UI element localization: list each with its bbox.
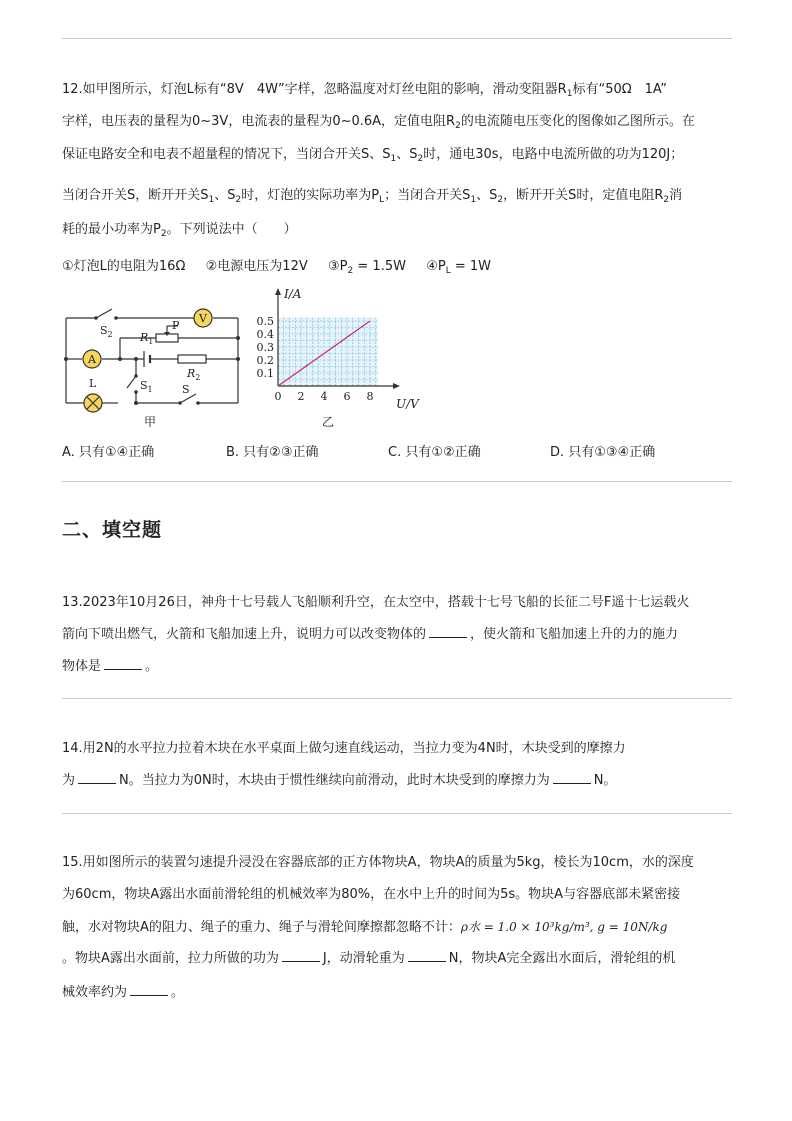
option-d[interactable]: D. 只有①③④正确 xyxy=(550,445,656,460)
statement-1: ①灯泡L的电阻为16Ω xyxy=(62,259,186,274)
resistor-r2-label: $R_2$ xyxy=(187,367,201,382)
q12-line-1: 12.如甲图所示，灯泡L标有“8V 4W”字样，忽略温度对灯丝电阻的影响，滑动变阻器$R_1$标有“50Ω 1A” xyxy=(62,82,667,99)
q14-line-2: 为 N。当拉力为0N时，木块由于惯性继续向前滑动，此时木块受到的摩擦力为 N。 xyxy=(62,773,617,788)
q14-blank-2[interactable] xyxy=(553,773,591,784)
graph-caption: 乙 xyxy=(321,415,335,429)
q13-blank-2[interactable] xyxy=(104,659,142,670)
q13-line-1: 13.2023年10月26日，神舟十七号载人飞船顺利升空，在太空中，搭载十七号飞船的长征二号F遥十七运载火 xyxy=(62,595,690,610)
x-axis-label: U/V xyxy=(396,397,419,411)
x-axis-arrow xyxy=(393,383,400,389)
x-tick-label: 8 xyxy=(366,390,374,403)
q12-statements xyxy=(62,259,491,279)
q15-line-2: 为60cm，物块A露出水面前滑轮组的机械效率为80%，在水中上升的时间为5s。物块A与容器底部未紧密接 xyxy=(62,887,681,902)
q13-line-2: 箭向下喷出燃气，火箭和飞船加速上升，说明力可以改变物体的 ，使火箭和飞船加速上升的力的施力 xyxy=(62,627,679,642)
statement-2: ②电源电压为12V xyxy=(205,259,308,274)
q12-line-2: 字样，电压表的量程为0~3V，电流表的量程为0~0.6A，定值电阻$R_2$的电流随电压变化的图像如乙图所示。在 xyxy=(62,114,695,131)
option-c[interactable]: C. 只有①②正确 xyxy=(388,445,481,460)
q14-line-1: 14.用2N的水平拉力拉着木块在水平桌面上做匀速直线运动，当拉力变为4N时，木块受到的摩擦力 xyxy=(62,741,626,756)
switch-s-label: S xyxy=(182,383,190,396)
resistor-r1-label: $R_1$ xyxy=(140,331,154,346)
switch-s1-label: $S_1$ xyxy=(140,379,153,394)
resistor-r2 xyxy=(178,355,206,363)
q13-line-3: 物体是 。 xyxy=(62,659,159,674)
y-tick-label: 0.1 xyxy=(256,367,274,380)
option-a[interactable]: A. 只有①④正确 xyxy=(62,445,155,460)
q15-blank-2[interactable] xyxy=(408,951,446,962)
y-tick-label: 0.4 xyxy=(256,328,274,341)
q13-blank-1[interactable] xyxy=(429,627,467,638)
x-tick-label: 0 xyxy=(274,390,282,403)
q15-line-1: 15.用如图所示的装置匀速提升浸没在容器底部的正方体物块A，物块A的质量为5kg，棱长为10cm，水的深度 xyxy=(62,855,694,870)
i-u-graph xyxy=(254,282,426,432)
option-b[interactable]: B. 只有②③正确 xyxy=(226,445,319,460)
x-tick-label: 4 xyxy=(320,390,328,403)
q12-line-3: 保证电路安全和电表不超量程的情况下，当闭合开关S、$S_1$、$S_2$时，通电30s，电路中电流所做的功为120J； xyxy=(62,147,684,164)
circuit-diagram xyxy=(60,296,250,428)
section-title: 二、填空题 xyxy=(62,519,163,541)
switch-s2-label: $S_2$ xyxy=(100,324,113,339)
q15-blank-1[interactable] xyxy=(282,951,320,962)
q15-blank-3[interactable] xyxy=(130,985,168,996)
y-tick-label: 0.3 xyxy=(256,341,274,354)
q12-line-5: 耗的最小功率为$P_2$。下列说法中（ ） xyxy=(62,222,297,239)
y-axis-arrow xyxy=(275,288,281,295)
q15-line-3: 触，水对物块A的阻力、绳子的重力、绳子与滑轮间摩擦都忽略不计：ρ水 = 1.0 × 10³kg/m³, g = 10N/kg xyxy=(62,920,668,935)
divider-after-q14 xyxy=(62,813,732,814)
x-tick-label: 2 xyxy=(297,390,305,403)
y-tick-label: 0.5 xyxy=(256,315,274,328)
voltmeter-label: V xyxy=(199,312,207,325)
ammeter-label: A xyxy=(88,353,96,366)
slider-p-label: P xyxy=(172,319,180,332)
statement-4: $④P_L = 1W$ xyxy=(426,259,492,276)
divider-after-q12 xyxy=(62,481,732,482)
circuit-caption: 甲 xyxy=(143,415,157,428)
q15-line-4: 。物块A露出水面前，拉力所做的功为 J，动滑轮重为 N，物块A完全露出水面后，滑轮组的机 xyxy=(62,951,676,966)
lamp-label: L xyxy=(89,377,97,390)
statement-3: $③P_2 = 1.5W$ xyxy=(328,259,406,276)
y-tick-label: 0.2 xyxy=(256,354,274,367)
divider-after-q13 xyxy=(62,698,732,699)
q15-line-5: 械效率约为 。 xyxy=(62,985,185,1000)
q15-formula: ρ水 = 1.0 × 10³kg/m³, g = 10N/kg xyxy=(460,920,668,934)
q12-line-4: 当闭合开关S，断开开关$S_1$、$S_2$时，灯泡的实际功率为$P_L$；当闭合开关$S_1$、$S_2$，断开开关S时，定值电阻$R_2$消 xyxy=(62,188,683,205)
x-tick-label: 6 xyxy=(343,390,351,403)
top-divider xyxy=(62,38,732,39)
y-axis-label: I/A xyxy=(284,287,302,301)
q14-blank-1[interactable] xyxy=(78,773,116,784)
